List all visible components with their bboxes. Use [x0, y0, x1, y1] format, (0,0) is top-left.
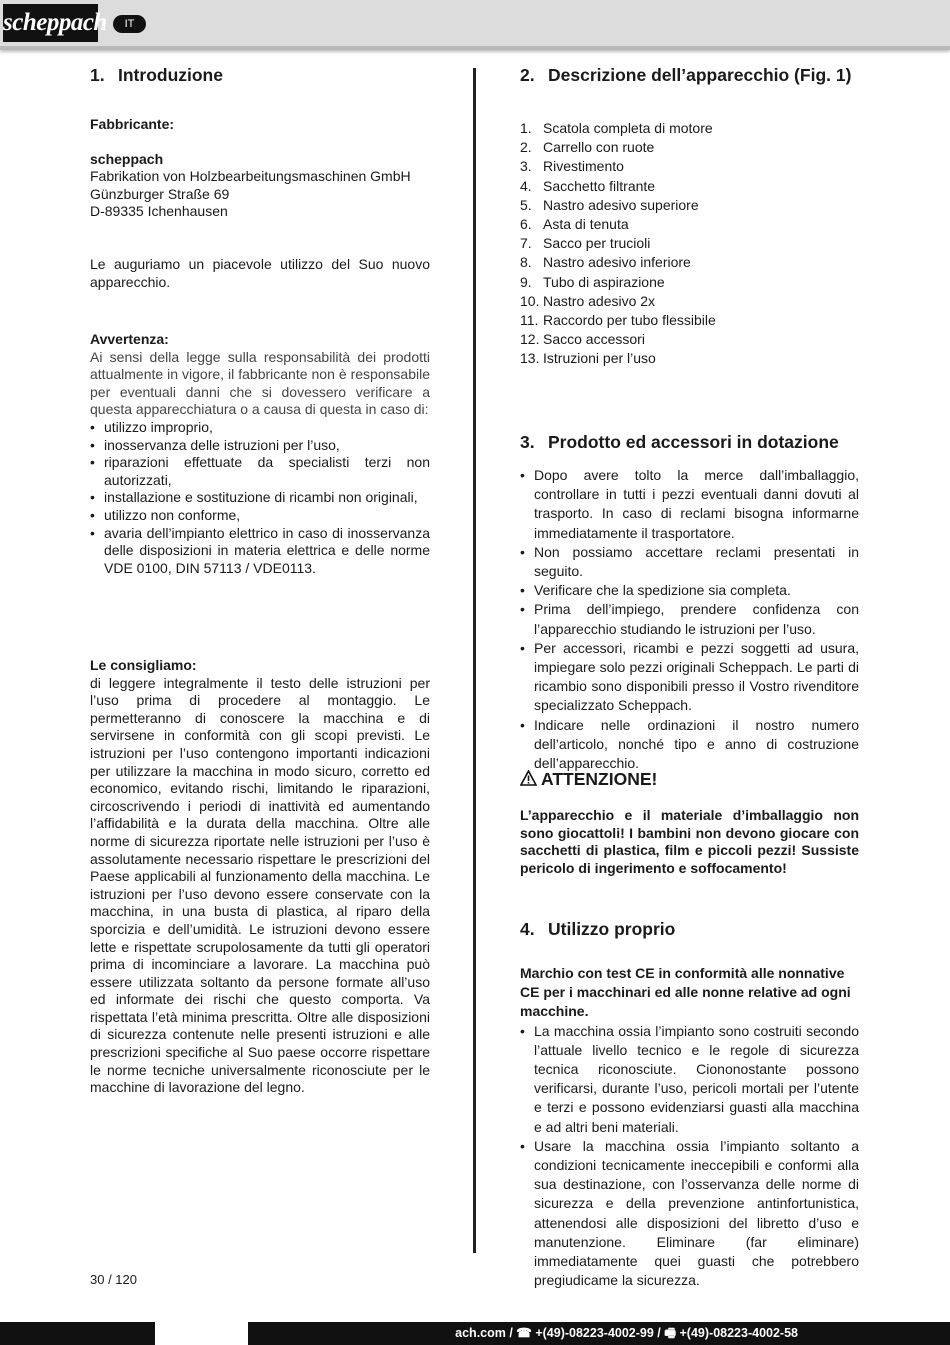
recommend-text: di leggere integralmente il testo delle istruzioni per l’uso prima di procedere al montaggio. Le permetteranno di conoscere la macchina e di servirsene in conformità con gli scopi previsti. Le istruzioni per l’uso contengono importanti indicazioni per utilizzare la macchina in modo sicuro, corretto ed economico, evitando rischi, limitando le riparazioni, circoscrivendo i periodi di inattività ed aumentando l’affidabilità e la durata della macchina. Oltre alle norme di sicurezza riportate nelle istruzioni per l’uso è assolutamente necessario rispettare le prescrizioni del Paese applicabili al funzionamento della macchina. Le istruzioni per l’uso devono essere conservate con la macchina, in una busta di plastica, al riparo della sporcizia e dell’umidità. Le istruzioni devono essere lette e rispettate scrupolosamente da tutti gli operatori prima di incominciare a lavorare. La macchina può essere utilizzata soltanto da persone formate all’uso ed informate dei rischi che questo comporta. Va rispettata l’età minima prescritta. Oltre alle disposizioni di sicurezza contenute nelle presenti istruzioni e alle prescrizioni specifiche al Suo paese occorre rispettare le norme tecniche universalmente riconosciute per le macchine di lavorazione del legno.: [90, 674, 430, 1096]
list-item: • Verificare che la spedizione sia completa.: [520, 581, 859, 600]
list-item: 12. Sacco accessori: [520, 331, 645, 348]
use-block: [520, 964, 859, 1290]
list-item: • Prima dell’impiego, prendere confidenza con l’apparecchio studiando le istruzioni per l’uso.: [520, 600, 859, 638]
list-item: 11. Raccordo per tubo flessibile: [520, 312, 716, 329]
list-item: • installazione e sostituzione di ricambi non originali,: [90, 489, 430, 507]
supply-block: [520, 466, 859, 773]
section-title: Introduzione: [118, 65, 223, 85]
list-item: 6. Asta di tenuta: [520, 216, 629, 233]
list-item: 13. Istruzioni per l’uso: [520, 350, 656, 367]
list-item: 8. Nastro adesivo inferiore: [520, 254, 691, 271]
list-item: • avaria dell’impianto elettrico in caso di inosservanza delle disposizioni in materia elettrica e delle norme VDE 0100, DIN 57113 / VDE0113.: [90, 525, 430, 578]
section-2-heading: [520, 64, 851, 86]
footer-gap: [155, 1322, 248, 1345]
list-item: 10. Nastro adesivo 2x: [520, 292, 656, 309]
section-3-heading: [520, 431, 839, 453]
list-item: • riparazioni effettuate da specialisti terzi non autorizzati,: [90, 454, 430, 489]
list-item: 1. Scatola completa di motore: [520, 120, 713, 136]
section-1-heading: [90, 64, 223, 86]
list-item: 9. Tubo di aspirazione: [520, 273, 665, 290]
warning-text: Ai sensi della legge sulla responsabilità dei prodotti attualmente in vigore, il fabbricante non è responsabile per eventuali danni che si dovessero verificare a questa apparecchiatura o a causa di questa in caso di:: [90, 348, 430, 418]
list-item: • Non possiamo accettare reclami presentati in seguito.: [520, 543, 859, 581]
brand-logo: scheppach: [3, 4, 98, 42]
address-line: Fabrikation von Holzbearbeitungsmaschinen GmbH: [90, 168, 411, 185]
footer-contact: ach.com / ☎ +(49)-08223-4002-99 / 🖷 +(49)-08223-4002-58: [455, 1326, 798, 1340]
recommend-label: Le consigliamo:: [90, 657, 197, 673]
language-badge: IT: [113, 15, 146, 33]
section-4-heading: [520, 918, 675, 940]
section-number: 3.: [520, 432, 535, 452]
warning-block: [90, 331, 430, 577]
section-title: Descrizione dell’apparecchio (Fig. 1): [548, 65, 852, 85]
page-footer: [0, 1322, 950, 1345]
attention-text: L’apparecchio e il materiale d’imballaggio non sono giocattoli! I bambini non devono giocare con sacchetti di plastica, film e piccoli pezzi! Sussiste pericolo di ingerimento e soffocamento!: [520, 807, 859, 876]
greeting-text: Le auguriamo un piacevole utilizzo del Suo nuovo apparecchio.: [90, 256, 430, 290]
manufacturer-label: Fabbricante:: [90, 116, 175, 132]
page-number: 30 / 120: [90, 1272, 137, 1287]
list-item: • inosservanza delle istruzioni per l’uso,: [90, 437, 430, 455]
warning-list: [90, 419, 430, 577]
use-list: [520, 1022, 859, 1291]
list-item: • utilizzo non conforme,: [90, 507, 430, 525]
list-item: 2. Carrello con ruote: [520, 139, 655, 156]
parts-list: [520, 119, 859, 369]
section-title: Prodotto ed accessori in dotazione: [548, 432, 839, 452]
list-item: • Dopo avere tolto la merce dall’imballaggio, controllare in tutti i pezzi eventuali danni dovuti al trasporto. In caso di reclami bisogna informarne immediatamente il trasportatore.: [520, 466, 859, 543]
parts-list-block: [520, 119, 859, 369]
list-item: 7. Sacco per trucioli: [520, 235, 651, 252]
list-item: • Usare la macchina ossia l’impianto soltanto a condizioni tecnicamente ineccepibili e conformi alla sua destinazione, con l’osservanza delle norme di sicurezza e della prevenzione antinfortunistica, attenendosi alle disposizioni del libretto d’uso e manutenzione. Eliminare (far eliminare) immediatamente quei guasti che potrebbero pregiudicame la sicurezza.: [520, 1137, 859, 1291]
list-item: 5. Nastro adesivo superiore: [520, 196, 699, 213]
column-divider: [473, 68, 476, 1253]
manufacturer-name: scheppach: [90, 150, 164, 167]
manufacturer-block: [90, 116, 430, 221]
page-header: [0, 0, 950, 50]
section-number: 1.: [90, 65, 105, 85]
address-line: D-89335 Ichenhausen: [90, 203, 228, 220]
address-line: Günzburger Straße 69: [90, 185, 230, 202]
supply-list: [520, 466, 859, 773]
recommend-block: [90, 657, 430, 1097]
list-item: • utilizzo improprio,: [90, 419, 430, 437]
section-number: 2.: [520, 65, 535, 85]
section-title: Utilizzo proprio: [548, 919, 676, 939]
section-number: 4.: [520, 919, 535, 939]
ce-text: Marchio con test CE in conformità alle nonnative CE per i macchinari ed alle nonne relative ad ogni macchine.: [520, 965, 851, 1020]
list-item: 3. Rivestimento: [520, 158, 624, 175]
list-item: • La macchina ossia l’impianto sono costruiti secondo l’attuale livello tecnico e le regole di sicurezza tecnica riconosciute. Ciononostante possono verificarsi, durante l’uso, pericoli mortali per l’utente e terzi e possono evidenziarsi guasti alla macchina e ad altri beni materiali.: [520, 1022, 859, 1137]
attention-heading: [520, 768, 657, 790]
list-item: 4. Sacchetto filtrante: [520, 177, 656, 194]
warning-triangle-icon: [520, 770, 537, 786]
list-item: • Per accessori, ricambi e pezzi soggetti ad usura, impiegare solo pezzi originali Scheppach. Le parti di ricambio sono disponibili presso il Vostro rivenditore specializzato Scheppach.: [520, 639, 859, 716]
attention-title: ATTENZIONE!: [541, 769, 658, 789]
warning-label: Avvertenza:: [90, 331, 169, 347]
list-item: • Indicare nelle ordinazioni il nostro numero dell’articolo, nonché tipo e anno di costruzione dell’apparecchio.: [520, 716, 859, 774]
